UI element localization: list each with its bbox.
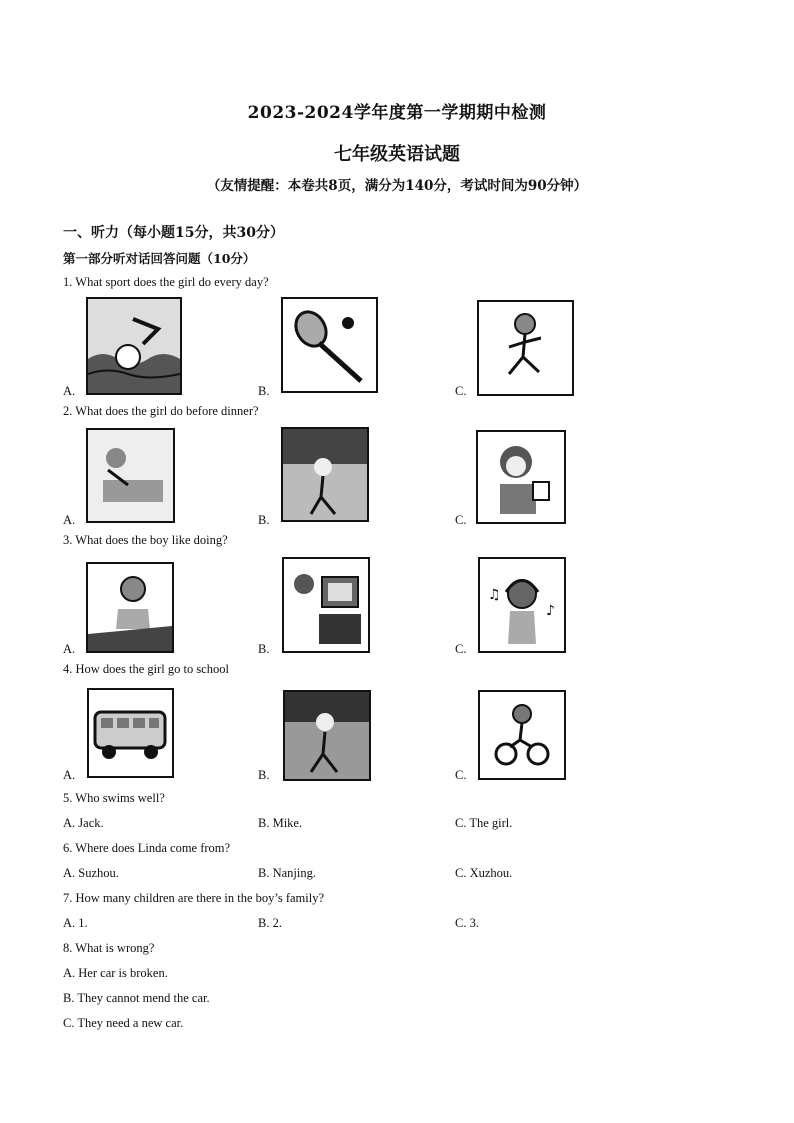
studying-icon xyxy=(86,562,174,653)
svg-text:♫: ♫ xyxy=(488,587,501,603)
svg-text:♪: ♪ xyxy=(546,603,555,619)
walking-icon xyxy=(281,427,369,522)
option-b: B. Mike. xyxy=(258,816,303,830)
reading-icon xyxy=(86,428,175,523)
option-a: A. Her car is broken. xyxy=(63,966,168,980)
question-7: 7. How many children are there in the boy’s family? xyxy=(63,891,325,905)
option-label: A. xyxy=(63,642,76,656)
music-icon xyxy=(478,557,566,653)
running-icon xyxy=(477,300,574,396)
option-label: C. xyxy=(455,642,467,656)
question-5: 5. Who swims well? xyxy=(63,791,165,805)
question-2: 2. What does the girl do before dinner? xyxy=(63,404,259,418)
question-1: 1. What sport does the girl do every day? xyxy=(63,275,269,289)
walk-icon xyxy=(283,690,371,781)
option-c: C. Xuzhou. xyxy=(455,866,513,880)
swimming-icon xyxy=(86,297,182,395)
option-c: C. 3. xyxy=(455,916,479,930)
option-a: A. Suzhou. xyxy=(63,866,119,880)
option-label: A. xyxy=(63,384,76,398)
computer-icon xyxy=(282,557,370,653)
part-title: 第一部分听对话回答问题（10分） xyxy=(63,251,256,266)
bike-icon xyxy=(478,690,566,780)
question-6: 6. Where does Linda come from? xyxy=(63,841,231,855)
option-label: B. xyxy=(258,642,270,656)
option-label: B. xyxy=(258,384,270,398)
badminton-icon xyxy=(281,297,378,393)
question-8: 8. What is wrong? xyxy=(63,941,155,955)
option-label: B. xyxy=(258,768,270,782)
option-c: C. The girl. xyxy=(455,816,513,830)
section-title: 一、听力（每小题15分，共30分） xyxy=(63,225,284,241)
option-label: A. xyxy=(63,513,76,527)
option-a: A. 1. xyxy=(63,916,88,930)
option-label: C. xyxy=(455,768,467,782)
option-c: C. They need a new car. xyxy=(63,1016,184,1030)
option-a: A. Jack. xyxy=(63,816,104,830)
option-label: A. xyxy=(63,768,76,782)
option-b: B. 2. xyxy=(258,916,282,930)
exam-note: （友情提醒：本卷共8页，满分为140分，考试时间为90分钟） xyxy=(206,178,588,194)
exam-title: 2023-2024学年度第一学期期中检测 xyxy=(247,103,547,123)
option-b: B. Nanjing. xyxy=(258,866,316,880)
exam-subtitle: 七年级英语试题 xyxy=(334,144,460,165)
question-3: 3. What does the boy like doing? xyxy=(63,533,228,547)
option-label: C. xyxy=(455,384,467,398)
question-4: 4. How does the girl go to school xyxy=(63,662,229,676)
option-label: C. xyxy=(455,513,467,527)
option-label: B. xyxy=(258,513,270,527)
option-b: B. They cannot mend the car. xyxy=(63,991,210,1005)
bus-icon xyxy=(87,688,174,778)
homework-icon xyxy=(476,430,566,524)
